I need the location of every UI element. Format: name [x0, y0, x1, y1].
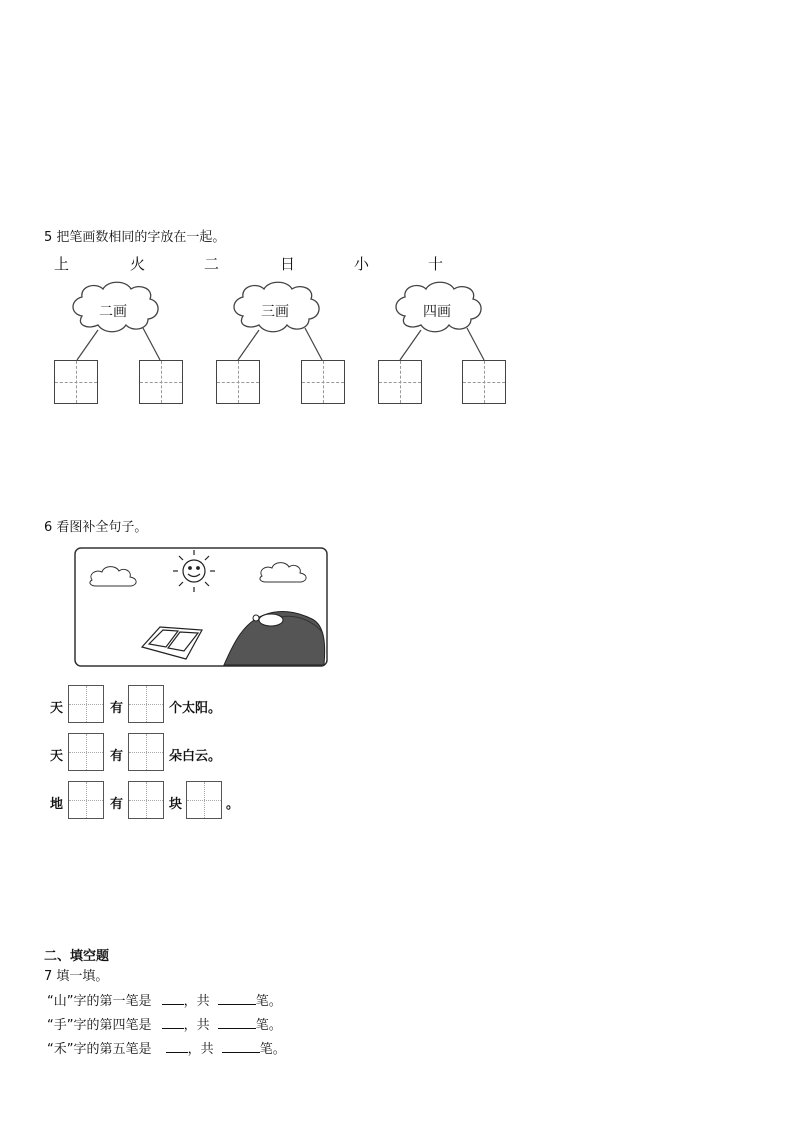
sentence-word: 天	[50, 701, 64, 716]
answer-blank[interactable]	[218, 992, 256, 1005]
sentence-word: 地	[50, 797, 64, 812]
character-item: 火	[130, 255, 146, 273]
answer-blank[interactable]	[166, 1040, 188, 1053]
answer-blank[interactable]	[218, 1016, 256, 1029]
answer-grid-box[interactable]	[139, 360, 183, 404]
answer-blank[interactable]	[222, 1040, 260, 1053]
sentence-word: 块	[169, 797, 183, 812]
question-5-title: 5 把笔画数相同的字放在一起。	[44, 230, 226, 245]
sentence-word: 有	[110, 701, 124, 716]
sentence-word: 。	[226, 797, 240, 812]
cloud-diagram	[0, 0, 794, 420]
answer-box[interactable]	[68, 685, 104, 723]
cloud-label: 三画	[261, 304, 289, 320]
character-item: 小	[354, 255, 370, 273]
cloud-label: 四画	[423, 304, 451, 320]
answer-blank[interactable]	[162, 992, 184, 1005]
cloud-label: 二画	[99, 304, 127, 320]
fill-line	[47, 1014, 282, 1033]
fill-text: “禾”字的第五笔是	[47, 1042, 152, 1057]
question-6-title: 6 看图补全句子。	[44, 520, 148, 535]
answer-box[interactable]	[128, 685, 164, 723]
answer-box[interactable]	[128, 733, 164, 771]
character-item: 日	[280, 255, 296, 273]
fill-line	[47, 1038, 286, 1057]
character-item: 二	[204, 255, 220, 273]
scene-picture	[74, 547, 329, 669]
character-item: 十	[428, 255, 444, 273]
answer-grid-box[interactable]	[378, 360, 422, 404]
character-item: 上	[54, 255, 70, 273]
answer-grid-box[interactable]	[54, 360, 98, 404]
answer-grid-box[interactable]	[462, 360, 506, 404]
answer-box[interactable]	[68, 733, 104, 771]
fill-text: ，共	[183, 994, 210, 1009]
fill-text: “山”字的第一笔是	[47, 994, 152, 1009]
fill-text: 笔。	[259, 1042, 286, 1057]
answer-grid-box[interactable]	[301, 360, 345, 404]
fill-text: 笔。	[255, 1018, 282, 1033]
sentence-word: 个太阳。	[169, 701, 222, 716]
answer-blank[interactable]	[162, 1016, 184, 1029]
answer-box[interactable]	[68, 781, 104, 819]
fill-text: “手”字的第四笔是	[47, 1018, 152, 1033]
fill-text: ，共	[187, 1042, 214, 1057]
section-heading: 二、填空题	[44, 949, 110, 964]
fill-line	[47, 990, 282, 1009]
sentence-word: 有	[110, 749, 124, 764]
fill-text: ，共	[183, 1018, 210, 1033]
sentence-word: 朵白云。	[169, 749, 222, 764]
sentence-word: 有	[110, 797, 124, 812]
question-7-title: 7 填一填。	[44, 969, 109, 984]
answer-box[interactable]	[186, 781, 222, 819]
answer-grid-box[interactable]	[216, 360, 260, 404]
fill-text: 笔。	[255, 994, 282, 1009]
sentence-word: 天	[50, 749, 64, 764]
answer-box[interactable]	[128, 781, 164, 819]
